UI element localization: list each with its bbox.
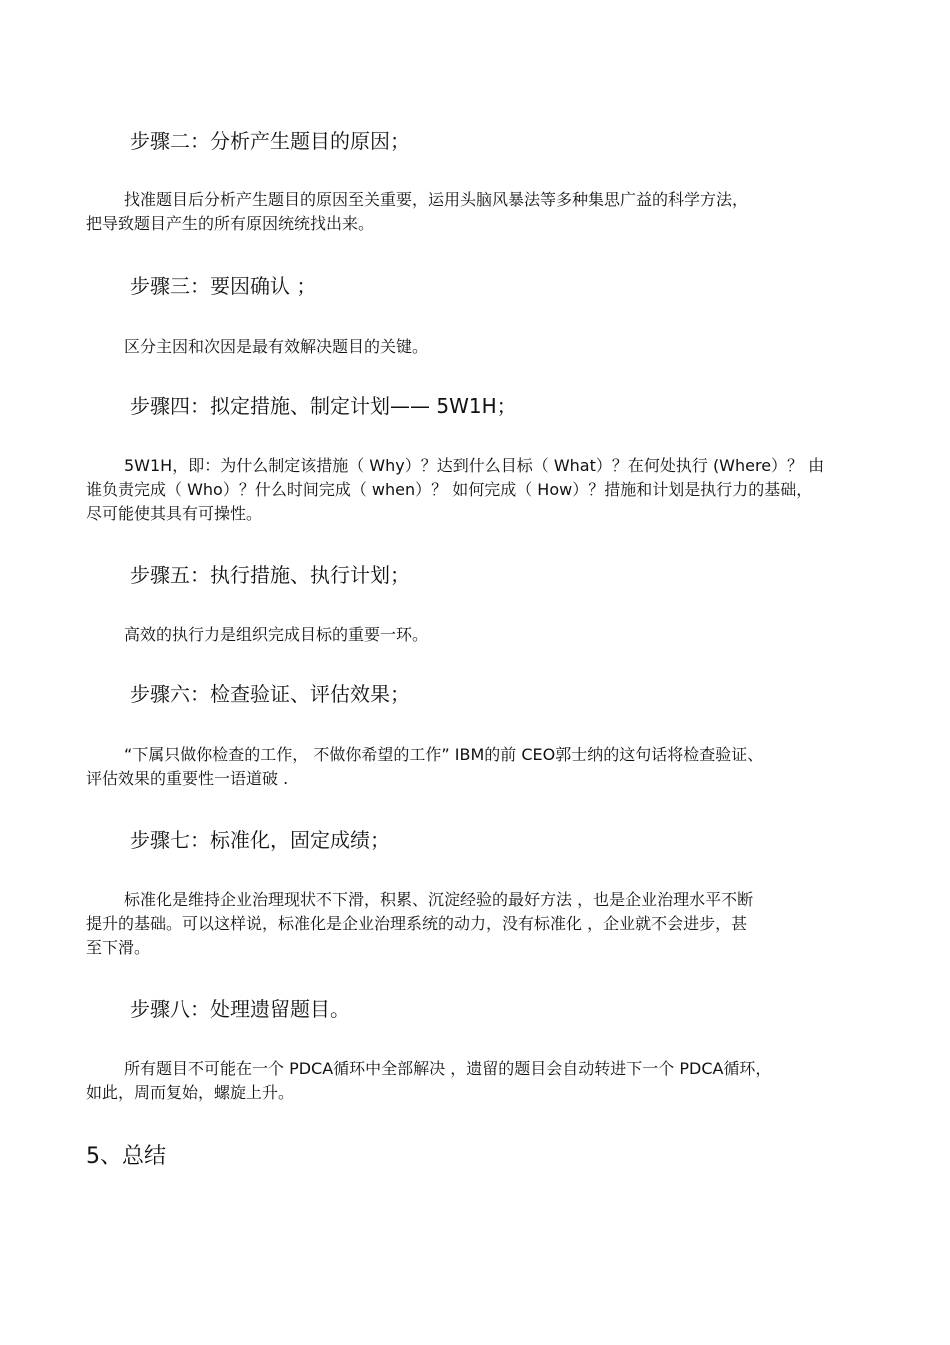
step-5-heading: 步骤五：执行措施、执行计划； — [130, 563, 410, 587]
step-6-paragraph — [86, 743, 866, 791]
paragraph-line: 5W1H，即：为什么制定该措施（ Why）？达到什么目标（ What）？在何处执行 (Where）？ 由 — [124, 456, 825, 475]
step-3-paragraph — [86, 335, 866, 359]
step-2-heading: 步骤二：分析产生题目的原因； — [130, 129, 410, 153]
step-8-heading: 步骤八：处理遗留题目。 — [130, 997, 350, 1021]
paragraph-line: 高效的执行力是组织完成目标的重要一环。 — [124, 625, 429, 644]
paragraph-line: 如此，周而复始，螺旋上升。 — [86, 1083, 295, 1102]
paragraph-line: 至下滑。 — [86, 938, 151, 957]
paragraph-line: 标准化是维持企业治理现状不下滑，积累、沉淀经验的最好方法 ，也是企业治理水平不断 — [124, 890, 754, 909]
paragraph-line: 提升的基础。可以这样说，标准化是企业治理系统的动力，没有标准化 ，企业就不会进步，甚 — [86, 914, 748, 933]
step-7-paragraph — [86, 888, 866, 960]
step-8-paragraph — [86, 1057, 866, 1105]
paragraph-line: 把导致题目产生的所有原因统统找出来。 — [86, 214, 375, 233]
step-3-heading: 步骤三：要因确认 ； — [130, 274, 317, 298]
paragraph-line: 区分主因和次因是最有效解决题目的关键。 — [124, 337, 429, 356]
summary-section-title: 5、总结 — [86, 1144, 166, 1169]
paragraph-line: 评估效果的重要性一语道破 . — [86, 769, 289, 788]
step-6-heading: 步骤六：检查验证、评估效果； — [130, 682, 410, 706]
paragraph-line: 尽可能使其具有可操性。 — [86, 504, 263, 523]
step-4-heading: 步骤四：拟定措施、制定计划—— 5W1H； — [130, 394, 517, 418]
paragraph-line: “下属只做你检查的工作， 不做你希望的工作” IBM的前 CEO郭士纳的这句话将检查验证、 — [124, 745, 764, 764]
paragraph-line: 谁负责完成（ Who）？什么时间完成（ when）？ 如何完成（ How）？措施和计划是执行力的基础， — [86, 480, 813, 499]
step-2-paragraph — [86, 188, 866, 236]
step-7-heading: 步骤七：标准化，固定成绩； — [130, 828, 390, 852]
step-5-paragraph — [86, 623, 866, 647]
step-4-paragraph — [86, 454, 866, 526]
paragraph-line: 找准题目后分析产生题目的原因至关重要，运用头脑风暴法等多种集思广益的科学方法， — [124, 190, 749, 209]
paragraph-line: 所有题目不可能在一个 PDCA循环中全部解决 ，遗留的题目会自动转进下一个 PDCA循环， — [124, 1059, 772, 1078]
